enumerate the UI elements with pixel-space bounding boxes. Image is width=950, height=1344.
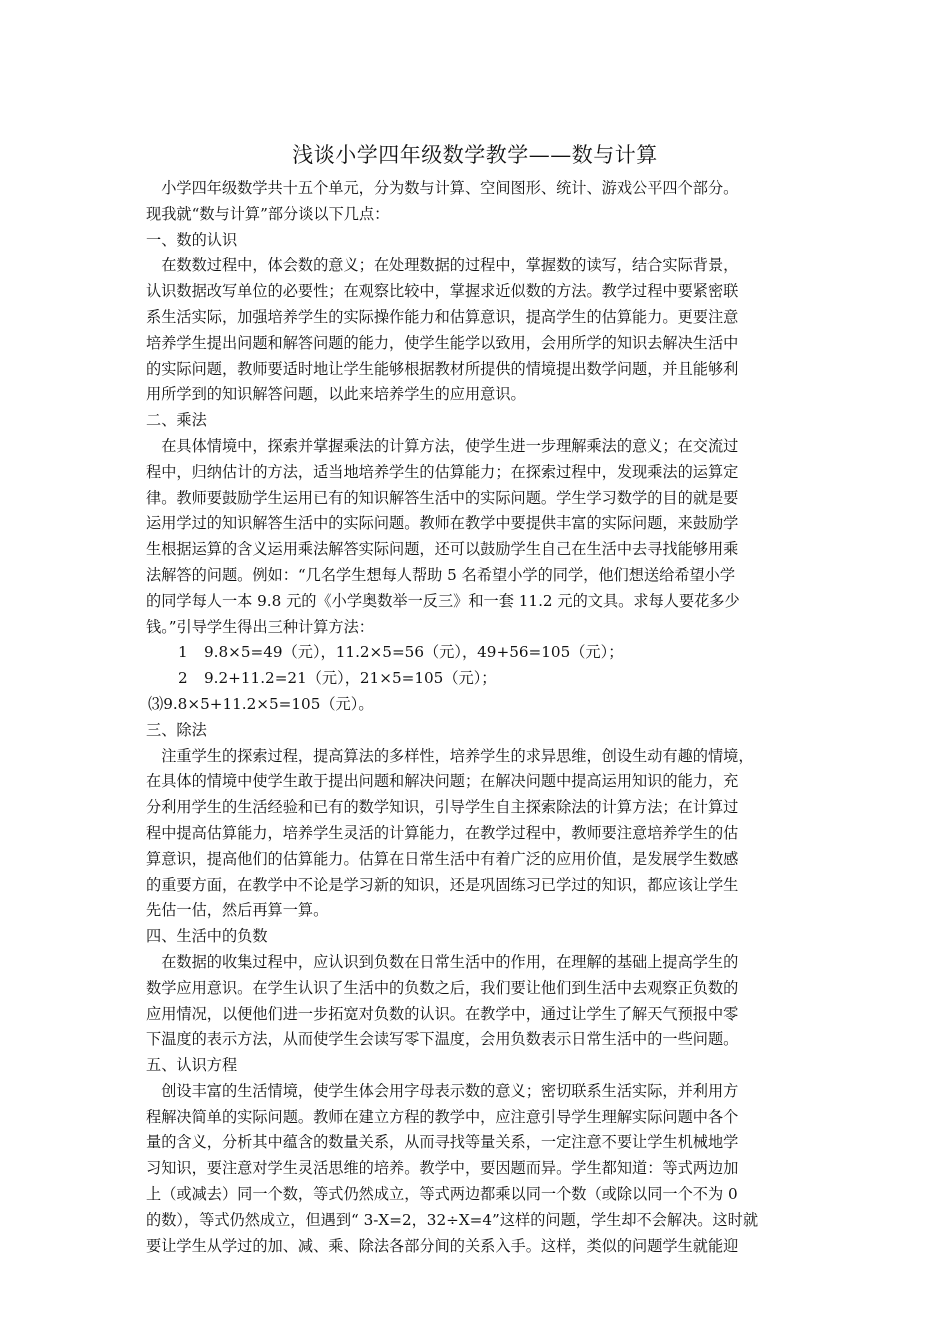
paragraph-line: 注重学生的探索过程，提高算法的多样性，培养学生的求异思维，创设生动有趣的情境， <box>161 746 754 765</box>
calculation-text: 9.2+11.2=21（元），21×5=105（元）； <box>204 669 497 688</box>
paragraph-line: 分利用学生的生活经验和已有的数学知识，引导学生自主探索除法的计算方法；在计算过 <box>146 798 739 817</box>
paragraph-line: 先估一估，然后再算一算。 <box>146 901 329 920</box>
paragraph-line: 的实际问题，教师要适时地让学生能够根据教材所提供的情境提出数学问题，并且能够利 <box>146 359 739 378</box>
section-heading: 一、数的认识 <box>146 230 238 249</box>
paragraph-line: 的重要方面，在教学中不论是学习新的知识，还是巩固练习已学过的知识，都应该让学生 <box>146 875 739 894</box>
paragraph-line: 的同学每人一本 9.8 元的《小学奥数举一反三》和一套 11.2 元的文具。求每人要花多少 <box>146 591 740 610</box>
section-heading: 三、除法 <box>146 720 207 739</box>
document-title: 浅谈小学四年级数学教学——数与计算 <box>292 143 658 167</box>
paragraph-line: 系生活实际，加强培养学生的实际操作能力和估算意识，提高学生的估算能力。更要注意 <box>146 307 739 326</box>
calculation-line <box>146 640 810 666</box>
paragraph-line: 法解答的问题。例如：“几名学生想每人帮助 5 名希望小学的同学，他们想送给希望小学 <box>146 565 736 584</box>
paragraph-line: 认识数据改写单位的必要性；在观察比较中，掌握求近似数的方法。教学过程中要紧密联 <box>146 282 739 301</box>
paragraph-line: 下温度的表示方法，从而使学生会读写零下温度，会用负数表示日常生活中的一些问题。 <box>146 1030 739 1049</box>
paragraph-line: 律。教师要鼓励学生运用已有的知识解答生活中的实际问题。学生学习数学的目的就是要 <box>146 488 739 507</box>
section-heading: 五、认识方程 <box>146 1056 238 1075</box>
section-heading: 四、生活中的负数 <box>146 927 268 946</box>
calculation-text: 9.8×5=49（元），11.2×5=56（元），49+56=105（元）； <box>204 643 624 662</box>
paragraph-line: 程中提高估算能力，培养学生灵活的计算能力，在教学过程中，教师要注意培养学生的估 <box>146 823 739 842</box>
paragraph-line: 在具体的情境中使学生敢于提出问题和解决问题；在解决问题中提高运用知识的能力，充 <box>146 772 739 791</box>
document-body <box>146 176 810 1259</box>
paragraph-line: 培养学生提出问题和解答问题的能力，使学生能学以致用，会用所学的知识去解决生活中 <box>146 333 739 352</box>
paragraph-line: 运用学过的知识解答生活中的实际问题。教师在教学中要提供丰富的实际问题，来鼓励学 <box>146 514 739 533</box>
paragraph-line: 要让学生从学过的加、减、乘、除法各部分间的关系入手。这样，类似的问题学生就能迎 <box>146 1236 739 1255</box>
paragraph-line: 钱。”引导学生得出三种计算方法： <box>146 617 374 636</box>
paragraph-line: 习知识，要注意对学生灵活思维的培养。教学中，要因题而异。学生都知道：等式两边加 <box>146 1159 739 1178</box>
paragraph-line: 应用情况，以便他们进一步拓宽对负数的认识。在教学中，通过让学生了解天气预报中零 <box>146 1004 739 1023</box>
paragraph-line: 在具体情境中，探索并掌握乘法的计算方法，使学生进一步理解乘法的意义；在交流过 <box>161 436 739 455</box>
paragraph-line: 上（或减去）同一个数，等式仍然成立，等式两边都乘以同一个数（或除以同一个不为 0 <box>146 1185 738 1204</box>
calculation-number: 2 <box>178 669 188 688</box>
paragraph-line: 的数），等式仍然成立，但遇到“ 3-X=2，32÷X=4”这样的问题，学生却不会解决。这时就 <box>146 1210 759 1229</box>
paragraph-line: 程解决简单的实际问题。教师在建立方程的教学中，应注意引导学生理解实际问题中各个 <box>146 1107 739 1126</box>
paragraph-line: 算意识，提高他们的估算能力。估算在日常生活中有着广泛的应用价值，是发展学生数感 <box>146 849 739 868</box>
paragraph-line: 生根据运算的含义运用乘法解答实际问题，还可以鼓励学生自己在生活中去寻找能够用乘 <box>146 540 739 559</box>
paragraph-line: 小学四年级数学共十五个单元，分为数与计算、空间图形、统计、游戏公平四个部分。 <box>161 179 739 197</box>
calculation-number: 1 <box>178 643 188 662</box>
section-heading: 二、乘法 <box>146 411 207 430</box>
paragraph-line: 用所学到的知识解答问题，以此来培养学生的应用意识。 <box>146 385 526 404</box>
paragraph-line: 在数据的收集过程中，应认识到负数在日常生活中的作用，在理解的基础上提高学生的 <box>161 952 739 971</box>
paragraph-line: 程中，归纳估计的方法，适当地培养学生的估算能力；在探索过程中，发现乘法的运算定 <box>146 462 739 481</box>
paragraph-line: 数学应用意识。在学生认识了生活中的负数之后，我们要让他们到生活中去观察正负数的 <box>146 978 739 997</box>
paragraph-line: 现我就“数与计算”部分谈以下几点： <box>146 204 390 223</box>
paragraph-line: 在数数过程中，体会数的意义；在处理数据的过程中，掌握数的读写，结合实际背景， <box>161 256 739 275</box>
calculation-line: ⑶9.8×5+11.2×5=105（元）。 <box>148 694 374 713</box>
paragraph-line: 量的含义，分析其中蕴含的数量关系，从而寻找等量关系，一定注意不要让学生机械地学 <box>146 1133 739 1152</box>
paragraph-line: 创设丰富的生活情境，使学生体会用字母表示数的意义；密切联系生活实际，并利用方 <box>161 1081 739 1100</box>
calculation-line <box>146 666 810 692</box>
